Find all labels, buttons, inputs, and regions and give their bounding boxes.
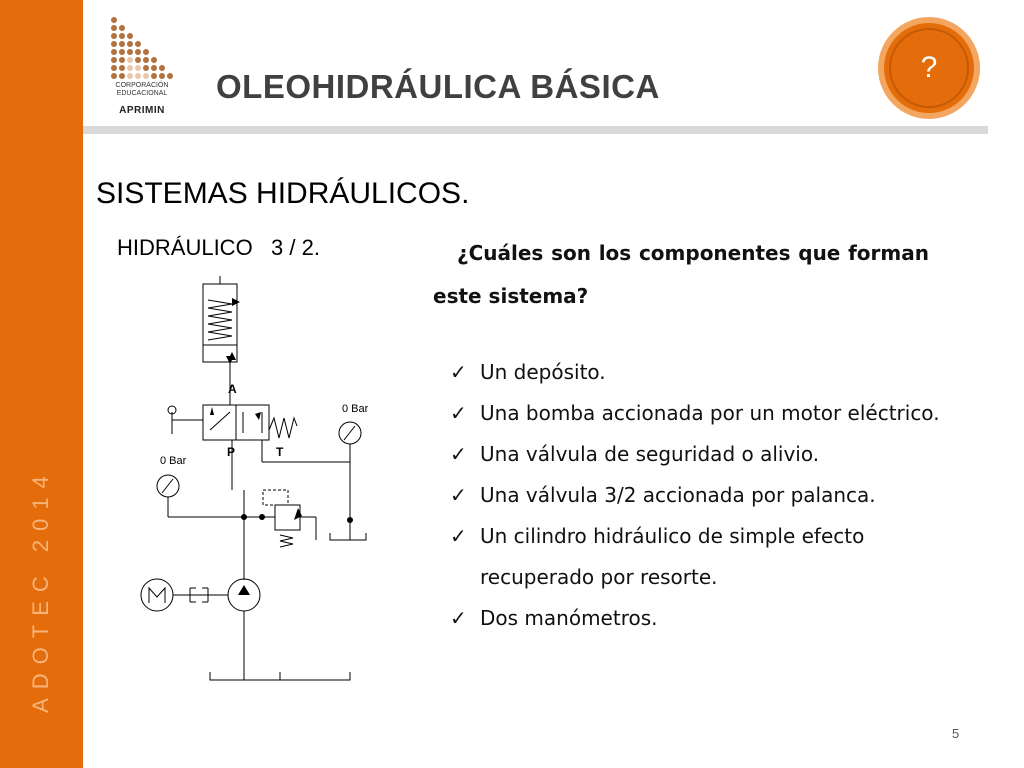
question-text: ¿Cuáles son los componentes que forman este sistema? bbox=[433, 241, 929, 308]
section-title: SISTEMAS HIDRÁULICOS. bbox=[96, 177, 470, 210]
list-item-text: Una bomba accionada por un motor eléctrico. bbox=[480, 401, 940, 425]
port-p-label: P bbox=[227, 445, 236, 459]
sidebar-vertical-text: ADOTEC 2014 bbox=[28, 467, 53, 713]
list-item-text: Dos manómetros. bbox=[480, 606, 658, 630]
check-icon: ✓ bbox=[450, 606, 467, 630]
directional-valve-icon bbox=[203, 405, 236, 440]
check-icon: ✓ bbox=[450, 401, 467, 425]
cylinder-icon bbox=[203, 284, 237, 362]
left-sidebar-band bbox=[0, 0, 83, 768]
list-item-text: Una válvula de seguridad o alivio. bbox=[480, 442, 820, 466]
list-item bbox=[450, 598, 970, 639]
motor-icon bbox=[141, 579, 173, 611]
list-item bbox=[450, 516, 970, 598]
left-gauge-label: 0 Bar bbox=[160, 455, 187, 467]
logo-brand: APRIMIN bbox=[119, 105, 165, 116]
logo-text-line1: CORPORACIÓN bbox=[115, 82, 169, 89]
logo-text-line2: EDUCACIONAL bbox=[116, 90, 168, 97]
check-icon: ✓ bbox=[450, 360, 467, 384]
hydraulic-circuit-diagram bbox=[135, 275, 385, 695]
check-icon: ✓ bbox=[450, 483, 467, 507]
subtitle: HIDRÁULICO 3 / 2. bbox=[117, 235, 320, 260]
port-t-label: T bbox=[276, 445, 284, 459]
list-item bbox=[450, 434, 970, 475]
list-item-text: Una válvula 3/2 accionada por palanca. bbox=[480, 483, 876, 507]
port-a-label: A bbox=[228, 382, 237, 396]
list-item-text: Un depósito. bbox=[480, 360, 606, 384]
help-button[interactable] bbox=[878, 17, 980, 119]
check-icon: ✓ bbox=[450, 442, 467, 466]
list-item bbox=[450, 475, 970, 516]
check-icon: ✓ bbox=[450, 524, 467, 548]
right-gauge-label: 0 Bar bbox=[342, 403, 369, 415]
page-number: 5 bbox=[952, 726, 960, 741]
title-divider bbox=[83, 126, 988, 134]
answer-list bbox=[450, 352, 970, 639]
tank-icon bbox=[330, 533, 366, 540]
help-button-label: ? bbox=[889, 28, 969, 108]
list-item bbox=[450, 393, 970, 434]
list-item-text: Un cilindro hidráulico de simple efecto recuperado por resorte. bbox=[480, 524, 865, 589]
page-title: OLEOHIDRÁULICA BÁSICA bbox=[216, 68, 660, 105]
list-item bbox=[450, 352, 970, 393]
